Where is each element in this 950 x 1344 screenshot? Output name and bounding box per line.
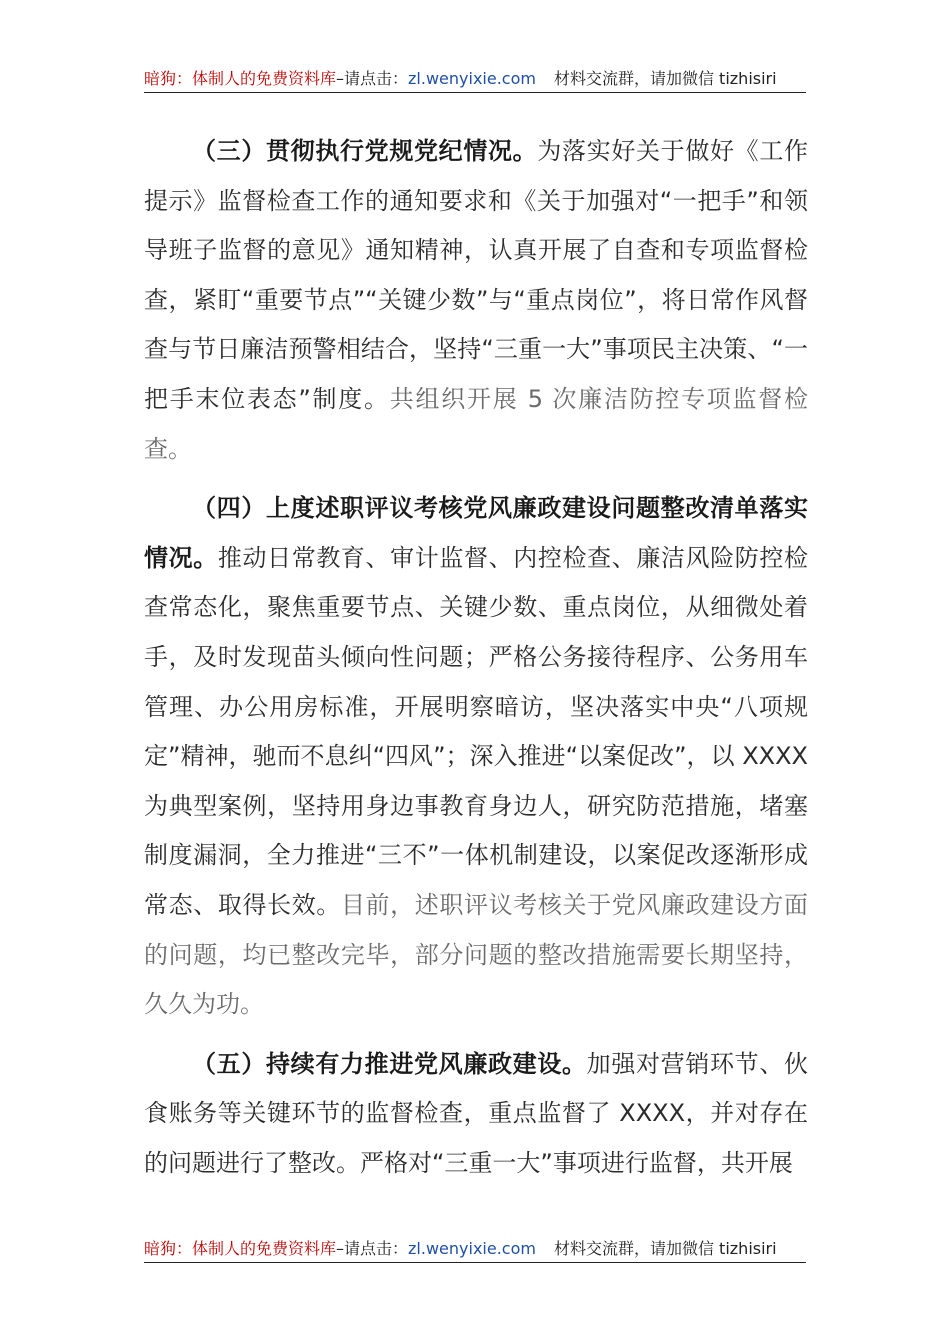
section-4-body: 推动日常教育、审计监督、内控检查、廉洁风险防控检查常态化，聚焦重要节点、关键少数、重点岗位，从细微处着手，及时发现苗头倾向性问题；严格公务接待程序、公务用车管理、办公用房标准，开展明察暗访，坚决落实中央“八项规定”精神，驰而不息纠“四风”；深入推进“以案促改”，以 XXXX 为典型案例，坚持用身边事教育身边人，研究防范措施，堵塞制度漏洞，全力推进“三不”一体机制建设，以案促改逐渐形成常态、取得长效。: [144, 543, 809, 919]
header-group-text: 材料交流群，请加微信 tizhisiri: [553, 69, 777, 88]
section-5-paragraph: [144, 1040, 808, 1189]
section-4-tail: 目前，述职评议考核关于党风廉政建设方面的问题，均已整改完毕，部分问题的整改措施需要长期坚持，久久为功。: [144, 890, 809, 1019]
header-url-link[interactable]: zl.wenyixie.com: [408, 69, 536, 88]
section-3-tail: 共组织开展 5 次廉洁防控专项监督检查。: [144, 384, 809, 463]
section-4-paragraph: [144, 484, 808, 1030]
footer-banner: [144, 1238, 806, 1263]
footer-dash: –请点击：: [336, 1239, 409, 1258]
section-3-heading: （三）贯彻执行党规党纪情况。: [192, 137, 538, 165]
footer-brand: 暗狗：体制人的免费资料库: [144, 1239, 337, 1258]
header-banner: [144, 68, 806, 93]
footer-group-text: 材料交流群，请加微信 tizhisiri: [553, 1239, 777, 1258]
header-dash: –请点击：: [336, 69, 409, 88]
section-4-heading: （四）上度述职评议考核党风廉政建设问题整改清单落实情况。: [144, 494, 808, 572]
section-3-body: 为落实好关于做好《工作提示》监督检查工作的通知要求和《关于加强对“一把手”和领导班子监督的意见》通知精神，认真开展了自查和专项监督检查，紧盯“重要节点”“关键少数”与“重点岗位”，将日常作风督查与节日廉洁预警相结合，坚持“三重一大”事项民主决策、“一把手末位表态”制度。: [144, 137, 809, 413]
header-brand: 暗狗：体制人的免费资料库: [144, 69, 337, 88]
section-3-paragraph: [144, 127, 808, 474]
section-5-body: 加强对营销环节、伙食账务等关键环节的监督检查，重点监督了 XXXX，并对存在的问题进行了整改。严格对“三重一大”事项进行监督，共开展: [144, 1049, 809, 1177]
document-body: [144, 127, 808, 1188]
footer-url-link[interactable]: zl.wenyixie.com: [408, 1239, 536, 1258]
section-5-heading: （五）持续有力推进党风廉政建设。: [192, 1049, 587, 1078]
